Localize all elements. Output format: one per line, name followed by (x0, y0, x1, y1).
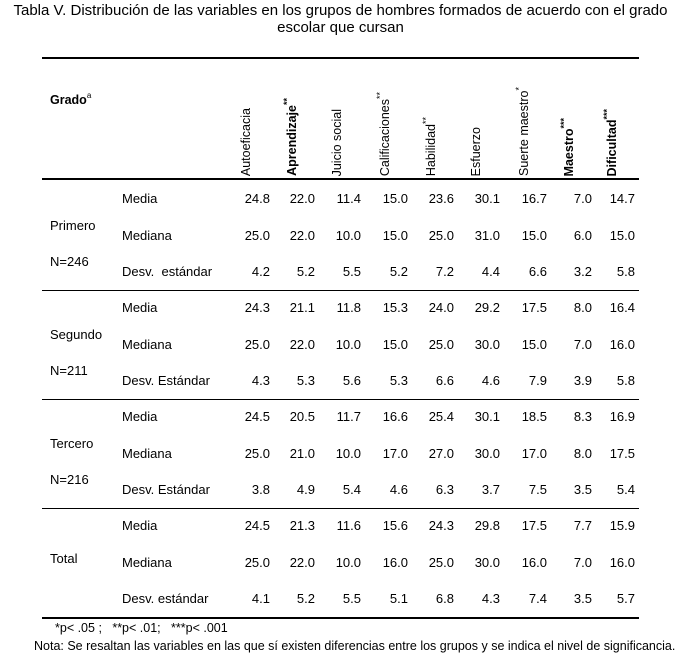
table-cell: 5.6 (342, 373, 361, 388)
column-header-label: Dificultad*** (602, 108, 620, 176)
column-header-label: Esfuerzo (469, 126, 483, 176)
table-cell: 5.1 (389, 591, 408, 606)
table-cell: 6.6 (528, 264, 547, 279)
table-cell: 23.6 (428, 191, 454, 206)
table-cell: 5.3 (296, 373, 315, 388)
stat-label: Mediana (122, 554, 172, 570)
table-cell: 8.0 (573, 445, 592, 461)
table-cell: 3.5 (573, 482, 592, 497)
table-cell: 27.0 (428, 445, 454, 461)
stat-label: Mediana (122, 336, 172, 352)
table-cell: 4.1 (251, 591, 270, 606)
table-cell: 25.0 (244, 227, 270, 243)
table-cell: 16.6 (382, 409, 408, 424)
table-cell: 3.9 (573, 373, 592, 388)
significance-mark: *** (602, 108, 613, 120)
table-cell: 5.2 (389, 264, 408, 279)
table-cell: 24.5 (244, 409, 270, 424)
table-cell: 25.0 (244, 336, 270, 352)
table-cell: 4.3 (481, 591, 500, 606)
table-cell: 4.9 (296, 482, 315, 497)
table-cell: 22.0 (289, 191, 315, 206)
table-cell: 7.2 (435, 264, 454, 279)
table-cell: 6.0 (573, 227, 592, 243)
table-cell: 7.0 (573, 191, 592, 206)
table-note: Nota: Se resaltan las variables en las que sí existen diferencias entre los grupos y se indica el nivel de significancia. (34, 639, 676, 653)
bottom-rule (42, 617, 639, 619)
table-cell: 5.5 (342, 264, 361, 279)
table-cell: 10.0 (335, 554, 361, 570)
table-cell: 15.9 (609, 518, 635, 533)
grado-header-label: Grado (50, 93, 87, 108)
stat-label: Desv. Estándar (122, 373, 210, 388)
table-cell: 11.7 (336, 409, 361, 424)
table-cell: 10.0 (335, 227, 361, 243)
group-divider (42, 508, 639, 509)
table-cell: 24.8 (244, 191, 270, 206)
table-cell: 5.4 (616, 482, 635, 497)
group-name: Tercero (50, 436, 94, 451)
stat-label: Desv. estándar (122, 264, 213, 279)
table-cell: 25.4 (428, 409, 454, 424)
table-cell: 24.3 (244, 300, 270, 315)
group-name: Total (50, 551, 78, 566)
significance-mark: * (514, 87, 525, 91)
table-cell: 7.5 (528, 482, 547, 497)
column-header-label: Juicio social (330, 108, 344, 176)
table-cell: 22.0 (289, 336, 315, 352)
table-cell: 3.8 (251, 482, 270, 497)
group-n: N=216 (50, 472, 89, 487)
table-title: Tabla V. Distribución de las variables en los grupos de hombres formados de acuerdo con el grado escolar que cursan (13, 2, 668, 36)
column-header-label: Aprendizaje** (282, 98, 300, 176)
significance-mark: ** (282, 98, 293, 106)
column-header-label: Maestro*** (559, 117, 577, 176)
table-cell: 24.3 (428, 518, 454, 533)
stat-label: Media (122, 300, 158, 315)
table-cell: 16.0 (609, 336, 635, 352)
table-cell: 6.3 (435, 482, 454, 497)
table-cell: 10.0 (335, 445, 361, 461)
table-cell: 25.0 (244, 445, 270, 461)
table-cell: 5.5 (342, 591, 361, 606)
table-cell: 17.0 (521, 445, 547, 461)
stat-label: Media (122, 518, 158, 533)
table-cell: 29.8 (474, 518, 500, 533)
stat-label: Media (122, 191, 158, 206)
table-cell: 21.1 (289, 300, 315, 315)
table-cell: 30.1 (474, 191, 500, 206)
table-cell: 25.0 (428, 336, 454, 352)
table-cell: 15.0 (382, 191, 408, 206)
significance-mark: *** (559, 117, 570, 129)
table-cell: 7.4 (528, 591, 547, 606)
table-cell: 5.2 (296, 264, 315, 279)
table-cell: 15.0 (609, 227, 635, 243)
stat-label: Mediana (122, 227, 172, 243)
table-cell: 16.9 (609, 409, 635, 424)
table-cell: 6.8 (435, 591, 454, 606)
table-cell: 30.0 (474, 336, 500, 352)
group-name: Segundo (50, 327, 103, 342)
group-n: N=211 (50, 363, 88, 378)
significance-mark: ** (375, 91, 386, 99)
table-cell: 25.0 (428, 227, 454, 243)
table-cell: 4.2 (251, 264, 270, 279)
table-cell: 16.0 (382, 554, 408, 570)
stat-label: Desv. estándar (122, 591, 209, 606)
table-cell: 5.8 (616, 264, 635, 279)
table-cell: 30.0 (474, 445, 500, 461)
table-cell: 11.8 (336, 300, 361, 315)
table-cell: 22.0 (289, 227, 315, 243)
group-n: N=246 (50, 254, 89, 269)
table-cell: 7.0 (573, 554, 592, 570)
table-cell: 31.0 (474, 227, 500, 243)
table-cell: 21.3 (289, 518, 315, 533)
table-cell: 30.1 (474, 409, 500, 424)
table-cell: 29.2 (474, 300, 500, 315)
table-cell: 4.6 (389, 482, 408, 497)
table-body (42, 57, 639, 617)
significance-footnote: *p< .05 ; **p< .01; ***p< .001 (55, 621, 228, 635)
table-cell: 4.4 (481, 264, 500, 279)
table-cell: 25.0 (428, 554, 454, 570)
table-cell: 25.0 (244, 554, 270, 570)
table-cell: 5.4 (342, 482, 361, 497)
table-cell: 15.0 (521, 227, 547, 243)
table-cell: 17.5 (521, 300, 547, 315)
significance-mark: ** (421, 116, 432, 124)
table-cell: 17.5 (521, 518, 547, 533)
table-cell: 15.0 (382, 336, 408, 352)
table-cell: 7.9 (528, 373, 547, 388)
table-cell: 15.0 (382, 227, 408, 243)
group-name: Primero (50, 218, 96, 233)
table-cell: 8.3 (573, 409, 592, 424)
table-cell: 22.0 (289, 554, 315, 570)
table-cell: 11.4 (336, 191, 361, 206)
table-cell: 14.7 (609, 191, 635, 206)
table-cell: 5.2 (296, 591, 315, 606)
column-header-label: Suerte maestro* (514, 87, 532, 176)
table-cell: 3.7 (481, 482, 500, 497)
table-cell: 17.5 (609, 445, 635, 461)
table-cell: 10.0 (335, 336, 361, 352)
stat-label: Desv. Estándar (122, 482, 210, 497)
table-cell: 24.0 (428, 300, 454, 315)
table-cell: 3.2 (573, 264, 592, 279)
table-cell: 16.0 (521, 554, 547, 570)
table-cell: 30.0 (474, 554, 500, 570)
column-header-label: Autoeficacia (239, 107, 253, 176)
table-cell: 8.0 (573, 300, 592, 315)
grado-header-sup: a (86, 91, 92, 100)
table-cell: 21.0 (289, 445, 315, 461)
table-cell: 11.6 (336, 518, 361, 533)
table-cell: 15.3 (382, 300, 408, 315)
table-cell: 16.7 (521, 191, 547, 206)
table-cell: 18.5 (521, 409, 547, 424)
table-cell: 5.7 (616, 591, 635, 606)
table-cell: 4.3 (251, 373, 270, 388)
table-cell: 6.6 (435, 373, 454, 388)
column-header-label: Calificaciones** (375, 91, 393, 176)
table-cell: 3.5 (573, 591, 592, 606)
table-cell: 15.0 (521, 336, 547, 352)
stat-label: Media (122, 409, 158, 424)
table-cell: 7.7 (573, 518, 592, 533)
column-header-label: Habilidad** (421, 116, 439, 176)
table-cell: 7.0 (573, 336, 592, 352)
table-cell: 16.4 (609, 300, 635, 315)
table-cell: 17.0 (382, 445, 408, 461)
table-cell: 5.3 (389, 373, 408, 388)
table-cell: 15.6 (382, 518, 408, 533)
table-cell: 20.5 (289, 409, 315, 424)
table-cell: 4.6 (481, 373, 500, 388)
table-cell: 24.5 (244, 518, 270, 533)
group-divider (42, 290, 639, 291)
group-divider (42, 399, 639, 400)
stat-label: Mediana (122, 445, 172, 461)
table-cell: 16.0 (609, 554, 635, 570)
table-cell: 5.8 (616, 373, 635, 388)
